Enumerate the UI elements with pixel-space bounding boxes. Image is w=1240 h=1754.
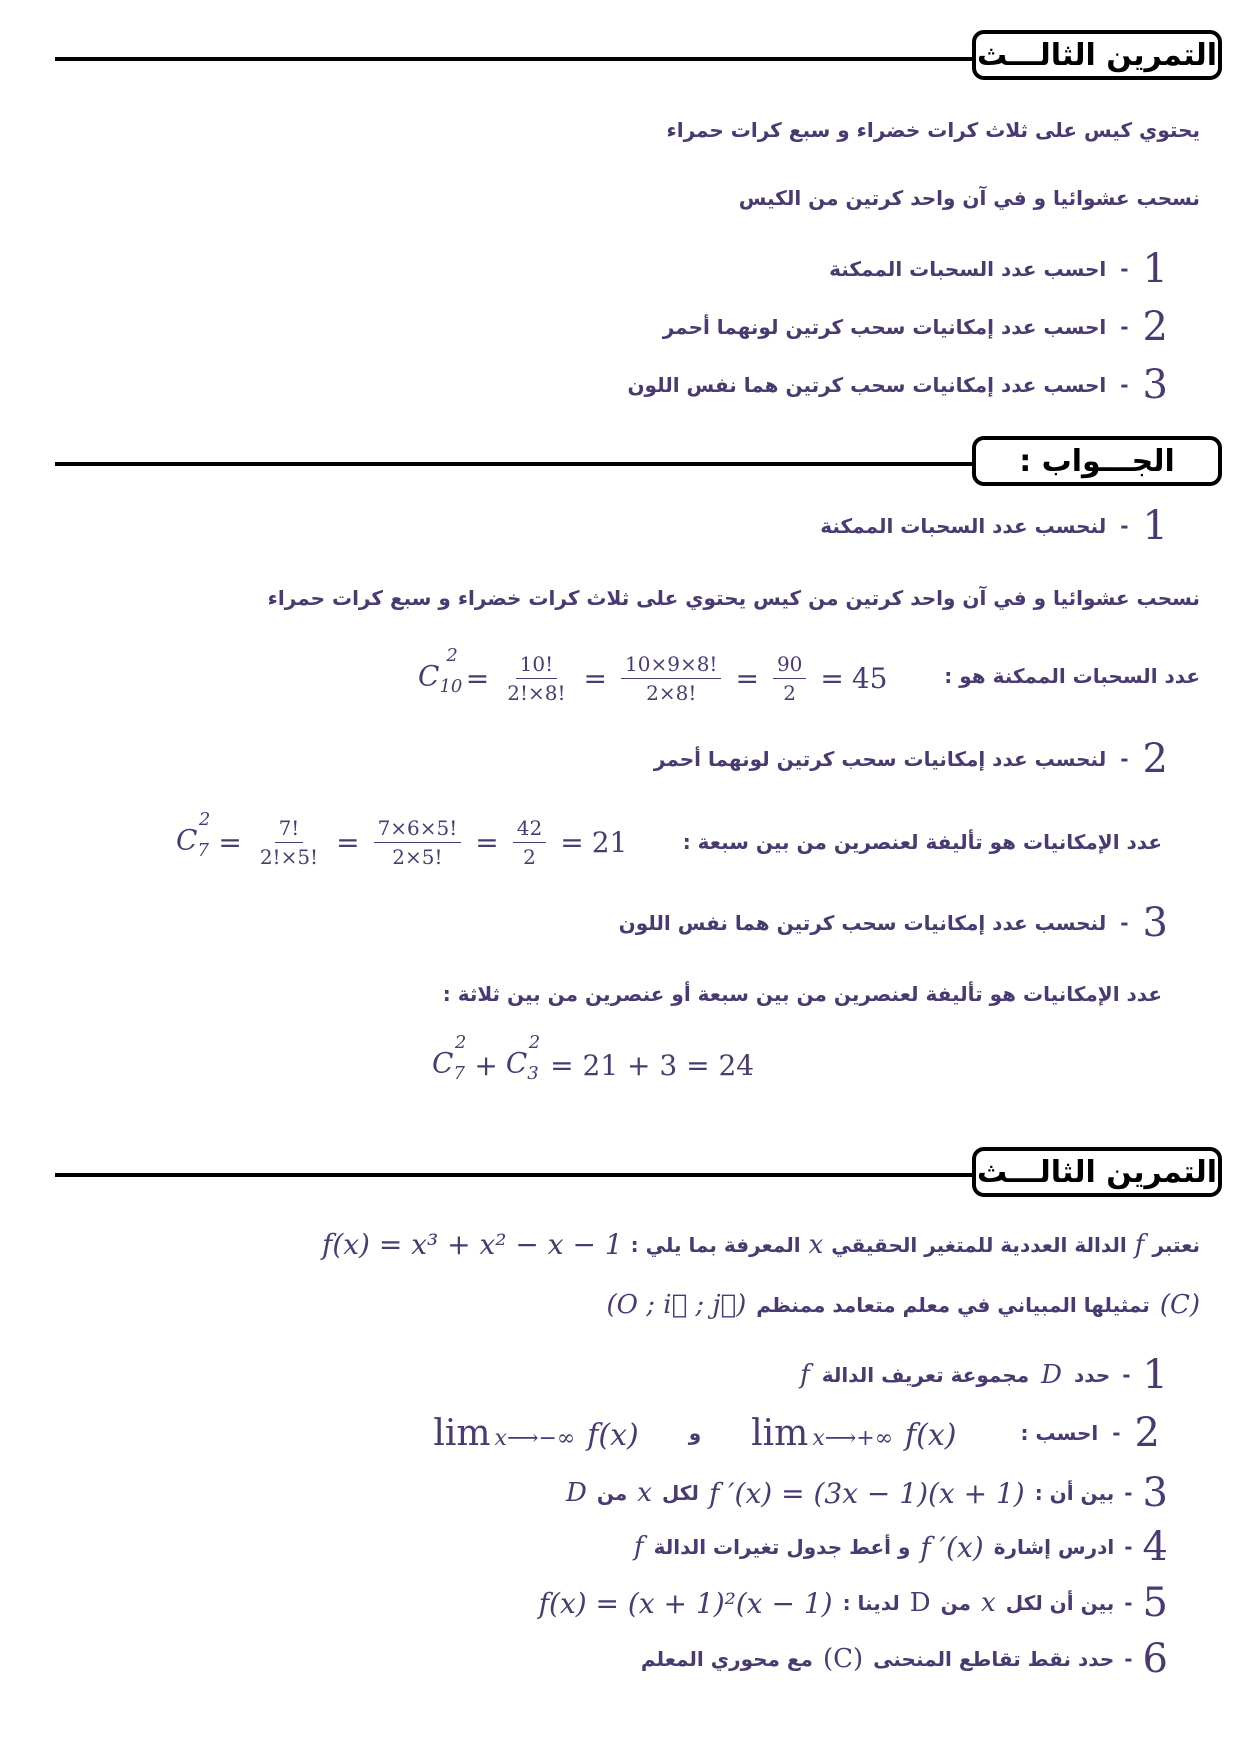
answer-question-3-number: 3 [1142, 900, 1168, 946]
fraction: $\frac{42}{2}$ [513, 816, 546, 869]
answer-question-3-text: لنحسب عدد إمكانيات سحب كرتين هما نفس اللون [618, 911, 1107, 935]
section-header-2 [972, 1147, 1222, 1197]
formula-result: 45 [851, 661, 888, 695]
question-dash: - [1120, 373, 1129, 397]
intro-line-1: يحتوي كيس على ثلاث كرات خضراء و سبع كرات حمراء [666, 118, 1200, 142]
answer-3-label: عدد الإمكانيات هو تأليفة لعنصرين من بين سبعة أو عنصرين من بين ثلاثة : [442, 982, 1162, 1006]
fraction: $\frac{7!}{2!\times 5!}$ [259, 815, 319, 869]
answer-question-1 [820, 503, 1168, 549]
header-rule-2 [55, 462, 975, 466]
answer-question-2-number: 2 [1142, 736, 1168, 782]
fraction: $\frac{90}{2}$ [773, 652, 806, 705]
header-rule-3 [55, 1173, 975, 1177]
section2-line-2: (C) تمثيلها المبياني في معلم متعامد ممنظم (O ; i⃗ ; j⃗) [606, 1290, 1200, 1320]
section2-question-5: 5 - بين أن لكل x من D لدينا : f(x) = (x + 1)²(x − 1) [538, 1580, 1168, 1626]
fraction: $\frac{10!}{2!\times 8!}$ [507, 651, 566, 705]
intro-line-2: نسحب عشوائيا و في آن واحد كرتين من الكيس [738, 186, 1200, 210]
question-dash: - [1120, 257, 1129, 281]
section2-question-2: 2 - احسب : lim x⟶+∞ f(x) و lim x⟶−∞ f(x) [433, 1410, 1160, 1456]
function-definition: f(x) = x³ + x² − x − 1 [321, 1228, 623, 1261]
section2-question-1: 1 - حدد D مجموعة تعريف الدالة f [800, 1352, 1168, 1398]
question-dash: - [1120, 315, 1129, 339]
formula-comb-b: $C_3^2$ [505, 1032, 541, 1084]
formula-comb: $C_{10}^2$ [418, 645, 463, 697]
question-2-text: احسب عدد إمكانيات سحب كرتين لونهما أحمر [662, 315, 1107, 339]
question-dash: - [1120, 514, 1129, 538]
question-2-number: 2 [1142, 304, 1168, 350]
answer-question-1-text: لنحسب عدد السحبات الممكنة [820, 514, 1107, 538]
answer-1-line: نسحب عشوائيا و في آن واحد كرتين من كيس يحتوي على ثلاث كرات خضراء و سبع كرات حمراء [267, 586, 1200, 610]
section2-question-6: 6 - حدد نقط تقاطع المنحنى (C) مع محوري المعلم [640, 1636, 1168, 1682]
limit-plus-infinity: lim x⟶+∞ f(x) [751, 1412, 957, 1454]
question-dash: - [1120, 911, 1129, 935]
question-3 [627, 362, 1168, 408]
section-header-1 [972, 30, 1222, 80]
formula-result: 21 [591, 825, 628, 859]
section-header-2-text: التمرين الثالـــث [976, 1154, 1218, 1190]
section2-line-1: نعتبر f الدالة العددية للمتغير الحقيقي x المعرفة بما يلي : f(x) = x³ + x² − x − 1 [321, 1228, 1200, 1261]
answer-question-2 [654, 736, 1168, 782]
answer-2-formula: $C_7^2$ = $\frac{7!}{2!\times 5!}$ = $\frac{7\times 6\times 5!}{2\times 5!}$ = $\frac{42}{2}$ = 21 [176, 809, 628, 869]
answer-2-label: عدد الإمكانيات هو تأليفة لعنصرين من بين سبعة : [682, 830, 1162, 854]
frame-notation: (O ; i⃗ ; j⃗) [606, 1290, 747, 1320]
answer-1-formula: $C_{10}^2$ = $\frac{10!}{2!\times 8!}$ = $\frac{10\times 9\times 8!}{2\times 8!}$ = $\frac{90}{2}$ = 45 [418, 645, 888, 705]
formula-comb: $C_7^2$ [176, 809, 211, 861]
answer-question-1-number: 1 [1142, 503, 1168, 549]
answer-1-label: عدد السحبات الممكنة هو : [944, 664, 1200, 688]
answer-3-formula: $C_7^2$ + $C_3^2$ = 21 + 3 = 24 [432, 1032, 755, 1084]
section2-question-4: 4 - ادرس إشارة f ′(x) و أعط جدول تغيرات الدالة f [634, 1524, 1168, 1570]
question-3-number: 3 [1142, 362, 1168, 408]
question-1-text: احسب عدد السحبات الممكنة [829, 257, 1107, 281]
limit-minus-infinity: lim x⟶−∞ f(x) [433, 1412, 639, 1454]
header-rule-1 [55, 57, 975, 61]
question-1 [829, 246, 1168, 292]
question-dash: - [1120, 747, 1129, 771]
answer-question-3 [619, 900, 1168, 946]
section2-question-3: 3 - بين أن : f ′(x) = (3x − 1)(x + 1) لكل x من D [566, 1470, 1168, 1516]
answer-header-text: الجـــواب : [1019, 443, 1175, 479]
answer-question-2-text: لنحسب عدد إمكانيات سحب كرتين لونهما أحمر [653, 747, 1107, 771]
answer-header [972, 436, 1222, 486]
formula-rhs: = 21 + 3 = 24 [550, 1048, 755, 1082]
fraction: $\frac{7\times 6\times 5!}{2\times 5!}$ [374, 816, 462, 869]
question-2 [663, 304, 1168, 350]
fraction: $\frac{10\times 9\times 8!}{2\times 8!}$ [621, 652, 721, 705]
section-header-1-text: التمرين الثالـــث [976, 37, 1218, 73]
formula-comb-a: $C_7^2$ [432, 1032, 467, 1084]
question-1-number: 1 [1142, 246, 1168, 292]
question-3-text: احسب عدد إمكانيات سحب كرتين هما نفس اللون [627, 373, 1107, 397]
